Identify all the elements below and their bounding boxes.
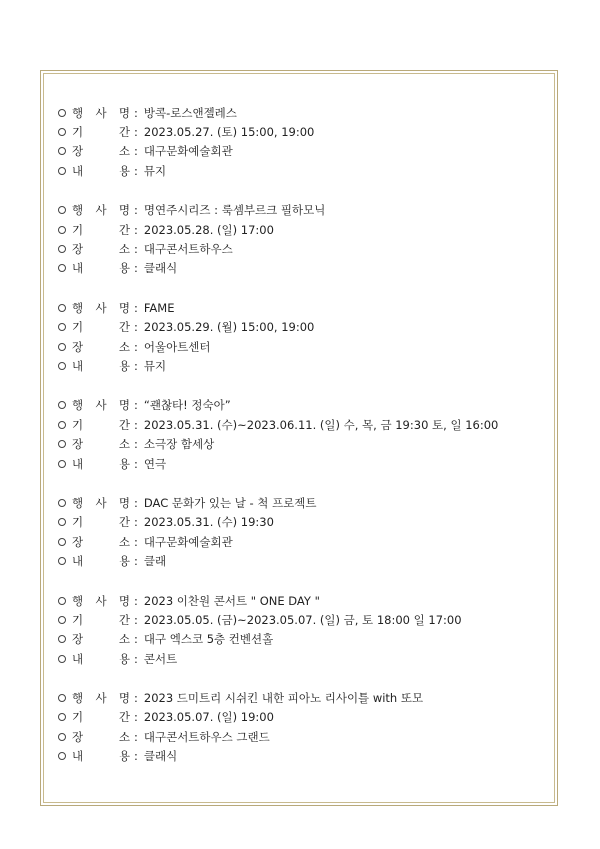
event-content-row xyxy=(58,259,548,278)
colon: : xyxy=(134,417,138,432)
colon: : xyxy=(134,222,138,237)
field-label-place xyxy=(72,143,130,159)
label-char: 간 xyxy=(118,125,130,140)
colon: : xyxy=(134,495,138,510)
label-char: 명 xyxy=(118,300,130,315)
label-char: 소 xyxy=(118,242,130,257)
label-char: 소 xyxy=(118,534,130,549)
label-char: 장 xyxy=(72,144,84,159)
field-label-place xyxy=(72,436,130,452)
circle-bullet-icon xyxy=(58,264,66,272)
field-label-content xyxy=(72,748,130,764)
event-place-row xyxy=(58,142,548,161)
event-place-row xyxy=(58,532,548,551)
event-name-row xyxy=(58,591,548,610)
field-label-period xyxy=(72,222,130,238)
colon: : xyxy=(134,612,138,627)
event-name-row xyxy=(58,103,548,122)
event-name-row xyxy=(58,298,548,317)
label-char: 소 xyxy=(118,339,130,354)
event-content-row xyxy=(58,747,548,766)
colon: : xyxy=(134,437,138,452)
event-place: 대구콘서트하우스 xyxy=(143,242,233,257)
label-char: 기 xyxy=(72,125,84,140)
event-content: 클래식 xyxy=(143,261,178,276)
event-place: 대구문화예술회관 xyxy=(143,144,233,159)
event-entry xyxy=(58,591,548,669)
colon: : xyxy=(134,691,138,706)
event-content: 클래식 xyxy=(143,749,178,764)
label-char: 내 xyxy=(72,358,84,373)
event-content: 뮤지 xyxy=(143,163,167,178)
circle-bullet-icon xyxy=(58,362,66,370)
event-name: FAME xyxy=(143,300,175,315)
event-name: 방콕-로스앤젤레스 xyxy=(143,105,237,120)
colon: : xyxy=(134,729,138,744)
event-content-row xyxy=(58,649,548,668)
field-label-content xyxy=(72,456,130,472)
event-content-row xyxy=(58,551,548,570)
colon: : xyxy=(134,749,138,764)
circle-bullet-icon xyxy=(58,421,66,429)
field-label-name xyxy=(72,397,130,413)
event-period: 2023.05.07. (일) 19:00 xyxy=(143,710,274,725)
field-label-name xyxy=(72,105,130,121)
label-char: 사 xyxy=(95,691,107,706)
event-entry xyxy=(58,201,548,279)
colon: : xyxy=(134,554,138,569)
colon: : xyxy=(134,515,138,530)
event-name: “괜찮타! 정숙아” xyxy=(143,398,231,413)
circle-bullet-icon xyxy=(58,499,66,507)
label-char: 기 xyxy=(72,222,84,237)
colon: : xyxy=(134,358,138,373)
label-char: 기 xyxy=(72,515,84,530)
circle-bullet-icon xyxy=(58,694,66,702)
colon: : xyxy=(134,398,138,413)
label-char: 명 xyxy=(118,398,130,413)
event-entry xyxy=(58,688,548,766)
label-char: 간 xyxy=(118,222,130,237)
field-label-name xyxy=(72,495,130,511)
circle-bullet-icon xyxy=(58,518,66,526)
label-char: 사 xyxy=(95,203,107,218)
field-label-period xyxy=(72,709,130,725)
label-char: 간 xyxy=(118,320,130,335)
event-place: 대구 엑스코 5층 컨벤션홀 xyxy=(143,632,274,647)
colon: : xyxy=(134,320,138,335)
event-period: 2023.05.27. (토) 15:00, 19:00 xyxy=(143,125,315,140)
circle-bullet-icon xyxy=(58,597,66,605)
event-name: DAC 문화가 있는 날 - 척 프로젝트 xyxy=(143,495,317,510)
label-char: 기 xyxy=(72,417,84,432)
circle-bullet-icon xyxy=(58,557,66,565)
label-char: 간 xyxy=(118,612,130,627)
label-char: 장 xyxy=(72,632,84,647)
colon: : xyxy=(134,456,138,471)
circle-bullet-icon xyxy=(58,109,66,117)
event-place-row xyxy=(58,727,548,746)
field-label-place xyxy=(72,729,130,745)
colon: : xyxy=(134,203,138,218)
circle-bullet-icon xyxy=(58,401,66,409)
label-char: 용 xyxy=(118,456,130,471)
event-name: 2023 이찬원 콘서트 " ONE DAY " xyxy=(143,593,320,608)
label-char: 용 xyxy=(118,163,130,178)
colon: : xyxy=(134,163,138,178)
label-char: 소 xyxy=(118,144,130,159)
label-char: 용 xyxy=(118,261,130,276)
label-char: 용 xyxy=(118,651,130,666)
label-char: 행 xyxy=(72,495,84,510)
label-char: 간 xyxy=(118,710,130,725)
colon: : xyxy=(134,144,138,159)
event-content: 클래 xyxy=(143,554,167,569)
label-char: 간 xyxy=(118,417,130,432)
event-entry xyxy=(58,396,548,474)
field-label-period xyxy=(72,612,130,628)
circle-bullet-icon xyxy=(58,226,66,234)
label-char: 내 xyxy=(72,163,84,178)
colon: : xyxy=(134,261,138,276)
event-period-row xyxy=(58,220,548,239)
colon: : xyxy=(134,593,138,608)
event-place-row xyxy=(58,239,548,258)
label-char: 행 xyxy=(72,691,84,706)
field-label-place xyxy=(72,339,130,355)
label-char: 사 xyxy=(95,593,107,608)
colon: : xyxy=(134,300,138,315)
event-place-row xyxy=(58,630,548,649)
field-label-place xyxy=(72,534,130,550)
circle-bullet-icon xyxy=(58,655,66,663)
label-char: 명 xyxy=(118,593,130,608)
label-char: 명 xyxy=(118,105,130,120)
label-char: 기 xyxy=(72,320,84,335)
colon: : xyxy=(134,710,138,725)
label-char: 소 xyxy=(118,632,130,647)
field-label-period xyxy=(72,417,130,433)
circle-bullet-icon xyxy=(58,733,66,741)
label-char: 행 xyxy=(72,593,84,608)
label-char: 용 xyxy=(118,749,130,764)
circle-bullet-icon xyxy=(58,323,66,331)
label-char: 사 xyxy=(95,105,107,120)
event-content-row xyxy=(58,454,548,473)
field-label-period xyxy=(72,124,130,140)
circle-bullet-icon xyxy=(58,635,66,643)
circle-bullet-icon xyxy=(58,206,66,214)
circle-bullet-icon xyxy=(58,440,66,448)
field-label-content xyxy=(72,553,130,569)
field-label-content xyxy=(72,163,130,179)
circle-bullet-icon xyxy=(58,304,66,312)
event-name-row xyxy=(58,201,548,220)
event-content-row xyxy=(58,161,548,180)
event-entry xyxy=(58,298,548,376)
field-label-period xyxy=(72,319,130,335)
label-char: 기 xyxy=(72,710,84,725)
circle-bullet-icon xyxy=(58,538,66,546)
field-label-period xyxy=(72,514,130,530)
label-char: 장 xyxy=(72,534,84,549)
event-period-row xyxy=(58,318,548,337)
label-char: 사 xyxy=(95,495,107,510)
label-char: 소 xyxy=(118,437,130,452)
circle-bullet-icon xyxy=(58,752,66,760)
event-period-row xyxy=(58,122,548,141)
field-label-content xyxy=(72,260,130,276)
event-period: 2023.05.29. (월) 15:00, 19:00 xyxy=(143,320,315,335)
field-label-content xyxy=(72,651,130,667)
label-char: 내 xyxy=(72,749,84,764)
event-content: 연극 xyxy=(143,456,167,471)
label-char: 소 xyxy=(118,729,130,744)
label-char: 장 xyxy=(72,437,84,452)
circle-bullet-icon xyxy=(58,245,66,253)
event-content: 뮤지 xyxy=(143,358,167,373)
event-name-row xyxy=(58,396,548,415)
colon: : xyxy=(134,534,138,549)
circle-bullet-icon xyxy=(58,616,66,624)
label-char: 용 xyxy=(118,358,130,373)
colon: : xyxy=(134,651,138,666)
event-entry xyxy=(58,493,548,571)
label-char: 간 xyxy=(118,515,130,530)
colon: : xyxy=(134,339,138,354)
event-period: 2023.05.28. (일) 17:00 xyxy=(143,222,274,237)
label-char: 사 xyxy=(95,398,107,413)
colon: : xyxy=(134,125,138,140)
label-char: 기 xyxy=(72,612,84,627)
field-label-place xyxy=(72,241,130,257)
event-place: 소극장 함세상 xyxy=(143,437,215,452)
field-label-name xyxy=(72,690,130,706)
label-char: 장 xyxy=(72,242,84,257)
event-place-row xyxy=(58,434,548,453)
label-char: 사 xyxy=(95,300,107,315)
event-period-row xyxy=(58,415,548,434)
event-place: 어울아트센터 xyxy=(143,339,211,354)
label-char: 내 xyxy=(72,554,84,569)
circle-bullet-icon xyxy=(58,147,66,155)
field-label-place xyxy=(72,631,130,647)
event-name-row xyxy=(58,493,548,512)
field-label-name xyxy=(72,202,130,218)
event-entry xyxy=(58,103,548,181)
event-name-row xyxy=(58,688,548,707)
event-name: 명연주시리즈 : 룩셈부르크 필하모닉 xyxy=(143,203,326,218)
field-label-name xyxy=(72,300,130,316)
event-period: 2023.05.05. (금)~2023.05.07. (일) 금, 토 18:00 일 17:00 xyxy=(143,612,462,627)
label-char: 명 xyxy=(118,203,130,218)
label-char: 행 xyxy=(72,105,84,120)
circle-bullet-icon xyxy=(58,167,66,175)
label-char: 용 xyxy=(118,554,130,569)
event-place: 대구문화예술회관 xyxy=(143,534,233,549)
label-char: 내 xyxy=(72,456,84,471)
event-content-row xyxy=(58,356,548,375)
colon: : xyxy=(134,632,138,647)
colon: : xyxy=(134,105,138,120)
field-label-name xyxy=(72,593,130,609)
event-list xyxy=(58,103,548,786)
event-place: 대구콘서트하우스 그랜드 xyxy=(143,729,270,744)
label-char: 명 xyxy=(118,691,130,706)
label-char: 행 xyxy=(72,203,84,218)
label-char: 내 xyxy=(72,651,84,666)
event-period-row xyxy=(58,513,548,532)
event-period: 2023.05.31. (수)~2023.06.11. (일) 수, 목, 금 19:30 토, 일 16:00 xyxy=(143,417,499,432)
field-label-content xyxy=(72,358,130,374)
label-char: 장 xyxy=(72,729,84,744)
event-place-row xyxy=(58,337,548,356)
event-period-row xyxy=(58,610,548,629)
label-char: 행 xyxy=(72,300,84,315)
circle-bullet-icon xyxy=(58,713,66,721)
event-content: 콘서트 xyxy=(143,651,178,666)
label-char: 장 xyxy=(72,339,84,354)
circle-bullet-icon xyxy=(58,128,66,136)
colon: : xyxy=(134,242,138,257)
circle-bullet-icon xyxy=(58,460,66,468)
label-char: 행 xyxy=(72,398,84,413)
event-period-row xyxy=(58,708,548,727)
event-name: 2023 드미트리 시쉬킨 내한 피아노 리사이틀 with 또모 xyxy=(143,691,424,706)
event-period: 2023.05.31. (수) 19:30 xyxy=(143,515,274,530)
label-char: 명 xyxy=(118,495,130,510)
circle-bullet-icon xyxy=(58,343,66,351)
label-char: 내 xyxy=(72,261,84,276)
